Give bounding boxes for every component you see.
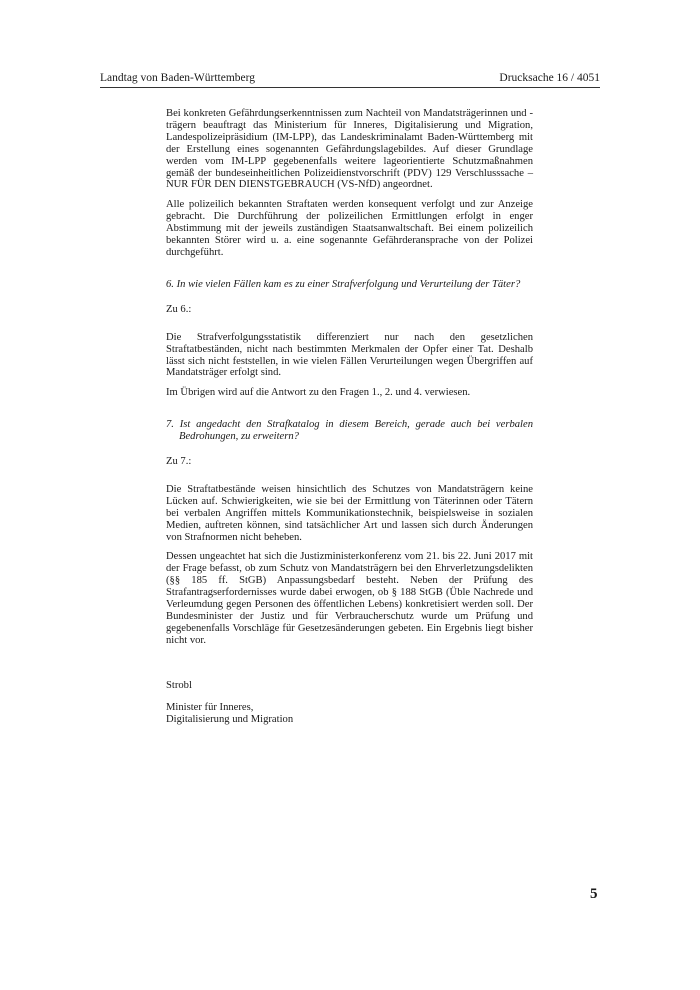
question-6: 6. In wie vielen Fällen kam es zu einer Strafverfolgung und Verurteilung der Täter? [166, 278, 521, 290]
paragraph-threat-assessment: Bei konkreten Gefährdungserkenntnissen zum Nachteil von Mandatsträgerinnen und -trägern beauftragt das Ministerium für Inneres, Digitalisierung und Migration, Landespolizeipräsidium (IM-LPP), das Landeskriminalamt Baden-Württemberg mit der Erstellung eines sogenannten Gefährdungslagebildes. Auf dieser Grundlage werden vom IM-LPP gegebenenfalls weitere lageorientierte Schutzmaßnahmen gemäß der bundeseinheitlichen Polizeidienstvorschrift (PDV) 129 Verschlusssache – NUR FÜR DEN DIENSTGEBRAUCH (VS-NfD) angeordnet. [166, 108, 533, 191]
signature-name: Strobl [166, 679, 192, 691]
question-7: 7. Ist angedacht den Strafkatalog in diesem Bereich, gerade auch bei verbalen Bedrohungen, zu erweitern? [166, 419, 533, 443]
header-document-number: Drucksache 16 / 4051 [499, 72, 600, 84]
answer-7-heading: Zu 7.: [166, 456, 192, 468]
paragraph-reference: Im Übrigen wird auf die Antwort zu den Fragen 1., 2. und 4. verwiesen. [166, 387, 471, 399]
signature-role-line-2: Digitalisierung und Migration [166, 713, 294, 725]
paragraph-prosecution: Alle polizeilich bekannten Straftaten werden konsequent verfolgt und zur Anzeige gebracht. Die Durchführung der polizeilichen Ermittlungen erfolgt in enger Abstimmung mit der jeweils zuständigen Staatsanwaltschaft. Bei einem polizeilich bekannten Störer wird u. a. eine sogenannte Gefährderansprache von der Polizei durchgeführt. [166, 199, 533, 258]
paragraph-statistics: Die Strafverfolgungsstatistik differenziert nur nach den gesetzlichen Straftatbeständen, nicht nach bestimmten Merkmalen der Opfer einer Tat. Deshalb lässt sich nicht feststellen, in wie vielen Fällen Verurteilungen wegen Übergriffen auf Mandatsträger erfolgt sind. [166, 331, 533, 379]
answer-6-heading: Zu 6.: [166, 303, 192, 315]
paragraph-offences: Die Straftatbestände weisen hinsichtlich des Schutzes von Mandatsträgern keine Lücken auf. Schwierigkeiten, wie sie bei der Ermittlung von Täterinnen oder Tätern bei verbalen Angriffen mittels Kommunikationstechnik, beispielsweise in sozialen Medien, auftreten können, sind tatsächlicher Art und lassen sich durch Änderungen von Strafnormen nicht beheben. [166, 483, 533, 543]
header-parliament: Landtag von Baden-Württemberg [100, 72, 255, 84]
paragraph-justice-conference: Dessen ungeachtet hat sich die Justizministerkonferenz vom 21. bis 22. Juni 2017 mit der Frage befasst, ob zum Schutz von Mandatsträgern bei den Ehrverletzungsdelikten (§§ 185 ff. StGB) Anpassungsbedarf besteht. Neben der Prüfung des Strafantragserfordernisses wurde dabei erwogen, ob § 188 StGB (Üble Nachrede und Verleumdung gegen Personen des öffentlichen Lebens) konkretisiert werden soll. Der Bundesminister der Justiz und für Verbraucherschutz wurde um Prüfung und gegebenenfalls Vorschläge für Gesetzesänderungen gebeten. Ein Ergebnis liegt bisher nicht vor. [166, 551, 533, 646]
page-number: 5 [590, 886, 598, 902]
document-body [166, 108, 533, 725]
signature-role-line-1: Minister für Inneres, [166, 701, 254, 713]
page-header [100, 72, 600, 88]
